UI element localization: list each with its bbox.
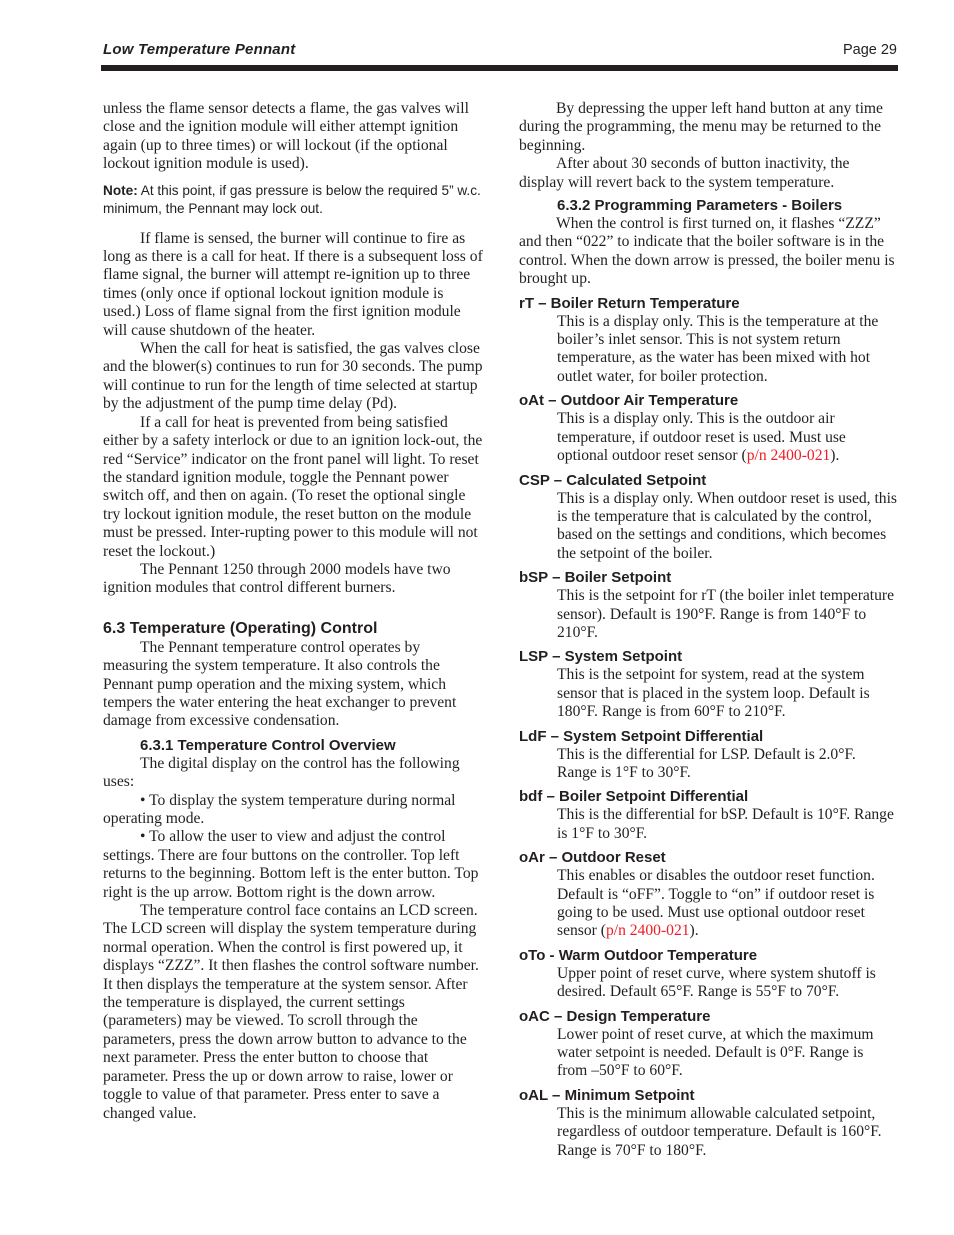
- parameter-title: rT – Boiler Return Temperature: [519, 294, 740, 312]
- parameter-title: CSP – Calculated Setpoint: [519, 471, 707, 489]
- parameter-description: [557, 410, 897, 465]
- parameter-description: This is the differential for LSP. Default is 2.0°F. Range is 1°F to 30°F.: [557, 745, 856, 781]
- paragraph: When the call for heat is satisfied, the gas valves close and the blower(s) continues to run for 30 seconds. The pump will continue to run for the length of time selected at startup by the adjustment of the pump time delay (Pd).: [103, 340, 483, 413]
- parameter-title: oAC – Design Temperature: [519, 1007, 711, 1025]
- parameter-description: [557, 867, 897, 941]
- right-column: [519, 100, 897, 1160]
- parameter-description: Lower point of reset curve, at which the maximum water setpoint is needed. Default is 0°F. Range is from –50°F to 60°F.: [557, 1025, 874, 1080]
- part-number-link[interactable]: p/n 2400-021: [605, 922, 690, 940]
- paragraph: If a call for heat is prevented from being satisfied either by a safety interlock or due to an ignition lock-out, the red “Service” indicator on the front panel will light. To reset the standard ignition module, toggle the Pennant power switch off, and then on again. (To reset the optional single try lockout ignition module, the reset button on the module must be pressed. Inter-rupting power to this module will not reset the lockout.): [103, 413, 483, 560]
- parameter-description: This is the minimum allowable calculated setpoint, regardless of outdoor temperature. Default is 160°F. Range is 70°F to 180°F.: [557, 1104, 882, 1159]
- part-number-link[interactable]: p/n 2400-021: [746, 447, 831, 465]
- parameter-title: oAt – Outdoor Air Temperature: [519, 392, 739, 410]
- bullet-item: • To allow the user to view and adjust the control settings. There are four buttons on the controller. Top left returns to the beginning. Bottom left is the enter button. Top right is the up arrow. Bottom right is the down arrow.: [103, 828, 479, 901]
- parameter-description: This is the setpoint for system, read at the system sensor that is placed in the system loop. Default is 180°F. Range is from 60°F to 210°F.: [557, 666, 870, 721]
- parameter-title: LSP – System Setpoint: [519, 648, 683, 666]
- header-title: Low Temperature Pennant: [103, 41, 296, 58]
- parameter-title: oAL – Minimum Setpoint: [519, 1086, 695, 1104]
- parameter-title: oTo - Warm Outdoor Temperature: [519, 946, 758, 964]
- description-end: ).: [689, 922, 699, 940]
- parameter-title: bSP – Boiler Setpoint: [519, 569, 672, 587]
- subsection-heading: 6.3.1 Temperature Control Overview: [140, 736, 396, 754]
- note: [103, 182, 483, 218]
- parameter-description: Upper point of reset curve, where system shutoff is desired. Default 65°F. Range is 55°F to 70°F.: [557, 964, 876, 1001]
- paragraph: If flame is sensed, the burner will continue to fire as long as there is a call for heat. If there is a subsequent loss of flame signal, the burner will attempt re-ignition up to three times (only once if optional lockout ignition module is used.) Loss of flame signal from the first ignition module will cause shutdown of the heater.: [103, 229, 483, 339]
- parameter-title: oAr – Outdoor Reset: [519, 849, 666, 867]
- description-text: This enables or disables the outdoor reset function. Default is “oFF”. Toggle to “on” if outdoor reset is going to be used. Must use optional outdoor reset sensor (: [557, 867, 875, 940]
- bullet-item: • To display the system temperature during normal operating mode.: [103, 791, 456, 827]
- description-end: ).: [830, 447, 840, 465]
- paragraph: The Pennant 1250 through 2000 models have two ignition modules that control different burners.: [103, 560, 451, 597]
- parameter-description: This is the differential for bSP. Default is 10°F. Range is 1°F to 30°F.: [557, 806, 894, 842]
- page-number: Page 29: [842, 42, 897, 58]
- header-rule: [101, 65, 898, 71]
- description-text: This is a display only. This is the outdoor air temperature, if outdoor reset is used. Must use optional outdoor reset sensor (: [557, 410, 846, 465]
- parameter-description: This is the setpoint for rT (the boiler inlet temperature sensor). Default is 190°F. Range is from 140°F to 210°F.: [557, 587, 895, 641]
- section-heading: 6.3 Temperature (Operating) Control: [103, 619, 378, 637]
- paragraph: When the control is first turned on, it flashes “ZZZ” and then “022” to indicate that the boiler software is in the control. When the down arrow is pressed, the boiler menu is brought up.: [519, 215, 895, 288]
- paragraph: The temperature control face contains an LCD screen. The LCD screen will display the system temperature during normal operation. When the control is first powered up, it displays “ZZZ”. It then flashes the control software number. It then displays the temperature at the system sensor. After the temperature is displayed, the current settings (parameters) may be viewed. To scroll through the parameters, press the down arrow button to advance to the next parameter. Press the enter button to choose that parameter. Press the up or down arrow to raise, lower or toggle to value of that parameter. Press enter to save a changed value.: [103, 902, 479, 1122]
- parameter-description: This is a display only. This is the temperature at the boiler’s inlet sensor. This is not system return temperature, as the water has been mixed with hot outlet water, for boiler protection.: [557, 312, 879, 385]
- note-label: Note:: [103, 182, 138, 198]
- paragraph: After about 30 seconds of button inactivity, the display will revert back to the system temperature.: [519, 155, 850, 191]
- note-text: At this point, if gas pressure is below the required 5” w.c. minimum, the Pennant may lock out.: [103, 182, 481, 216]
- parameter-description: This is a display only. When outdoor reset is used, this is the temperature that is calculated by the control, based on the settings and conditions, which becomes the setpoint of the boiler.: [557, 489, 897, 562]
- paragraph: By depressing the upper left hand button at any time during the programming, the menu may be returned to the beginning.: [519, 100, 883, 154]
- subsection-heading: 6.3.2 Programming Parameters - Boilers: [557, 197, 843, 215]
- left-column: [103, 100, 483, 1123]
- paragraph: The digital display on the control has the following uses:: [103, 754, 460, 791]
- paragraph: The Pennant temperature control operates by measuring the system temperature. It also controls the Pennant pump operation and the mixing system, which tempers the water entering the heat exchanger to prevent damage from excessive condensation.: [103, 638, 457, 730]
- paragraph: unless the flame sensor detects a flame, the gas valves will close and the ignition module will either attempt ignition again (up to three times) or will lockout (if the optional lockout ignition module is used).: [103, 100, 469, 173]
- parameter-title: LdF – System Setpoint Differential: [519, 727, 764, 745]
- parameter-title: bdf – Boiler Setpoint Differential: [519, 788, 749, 806]
